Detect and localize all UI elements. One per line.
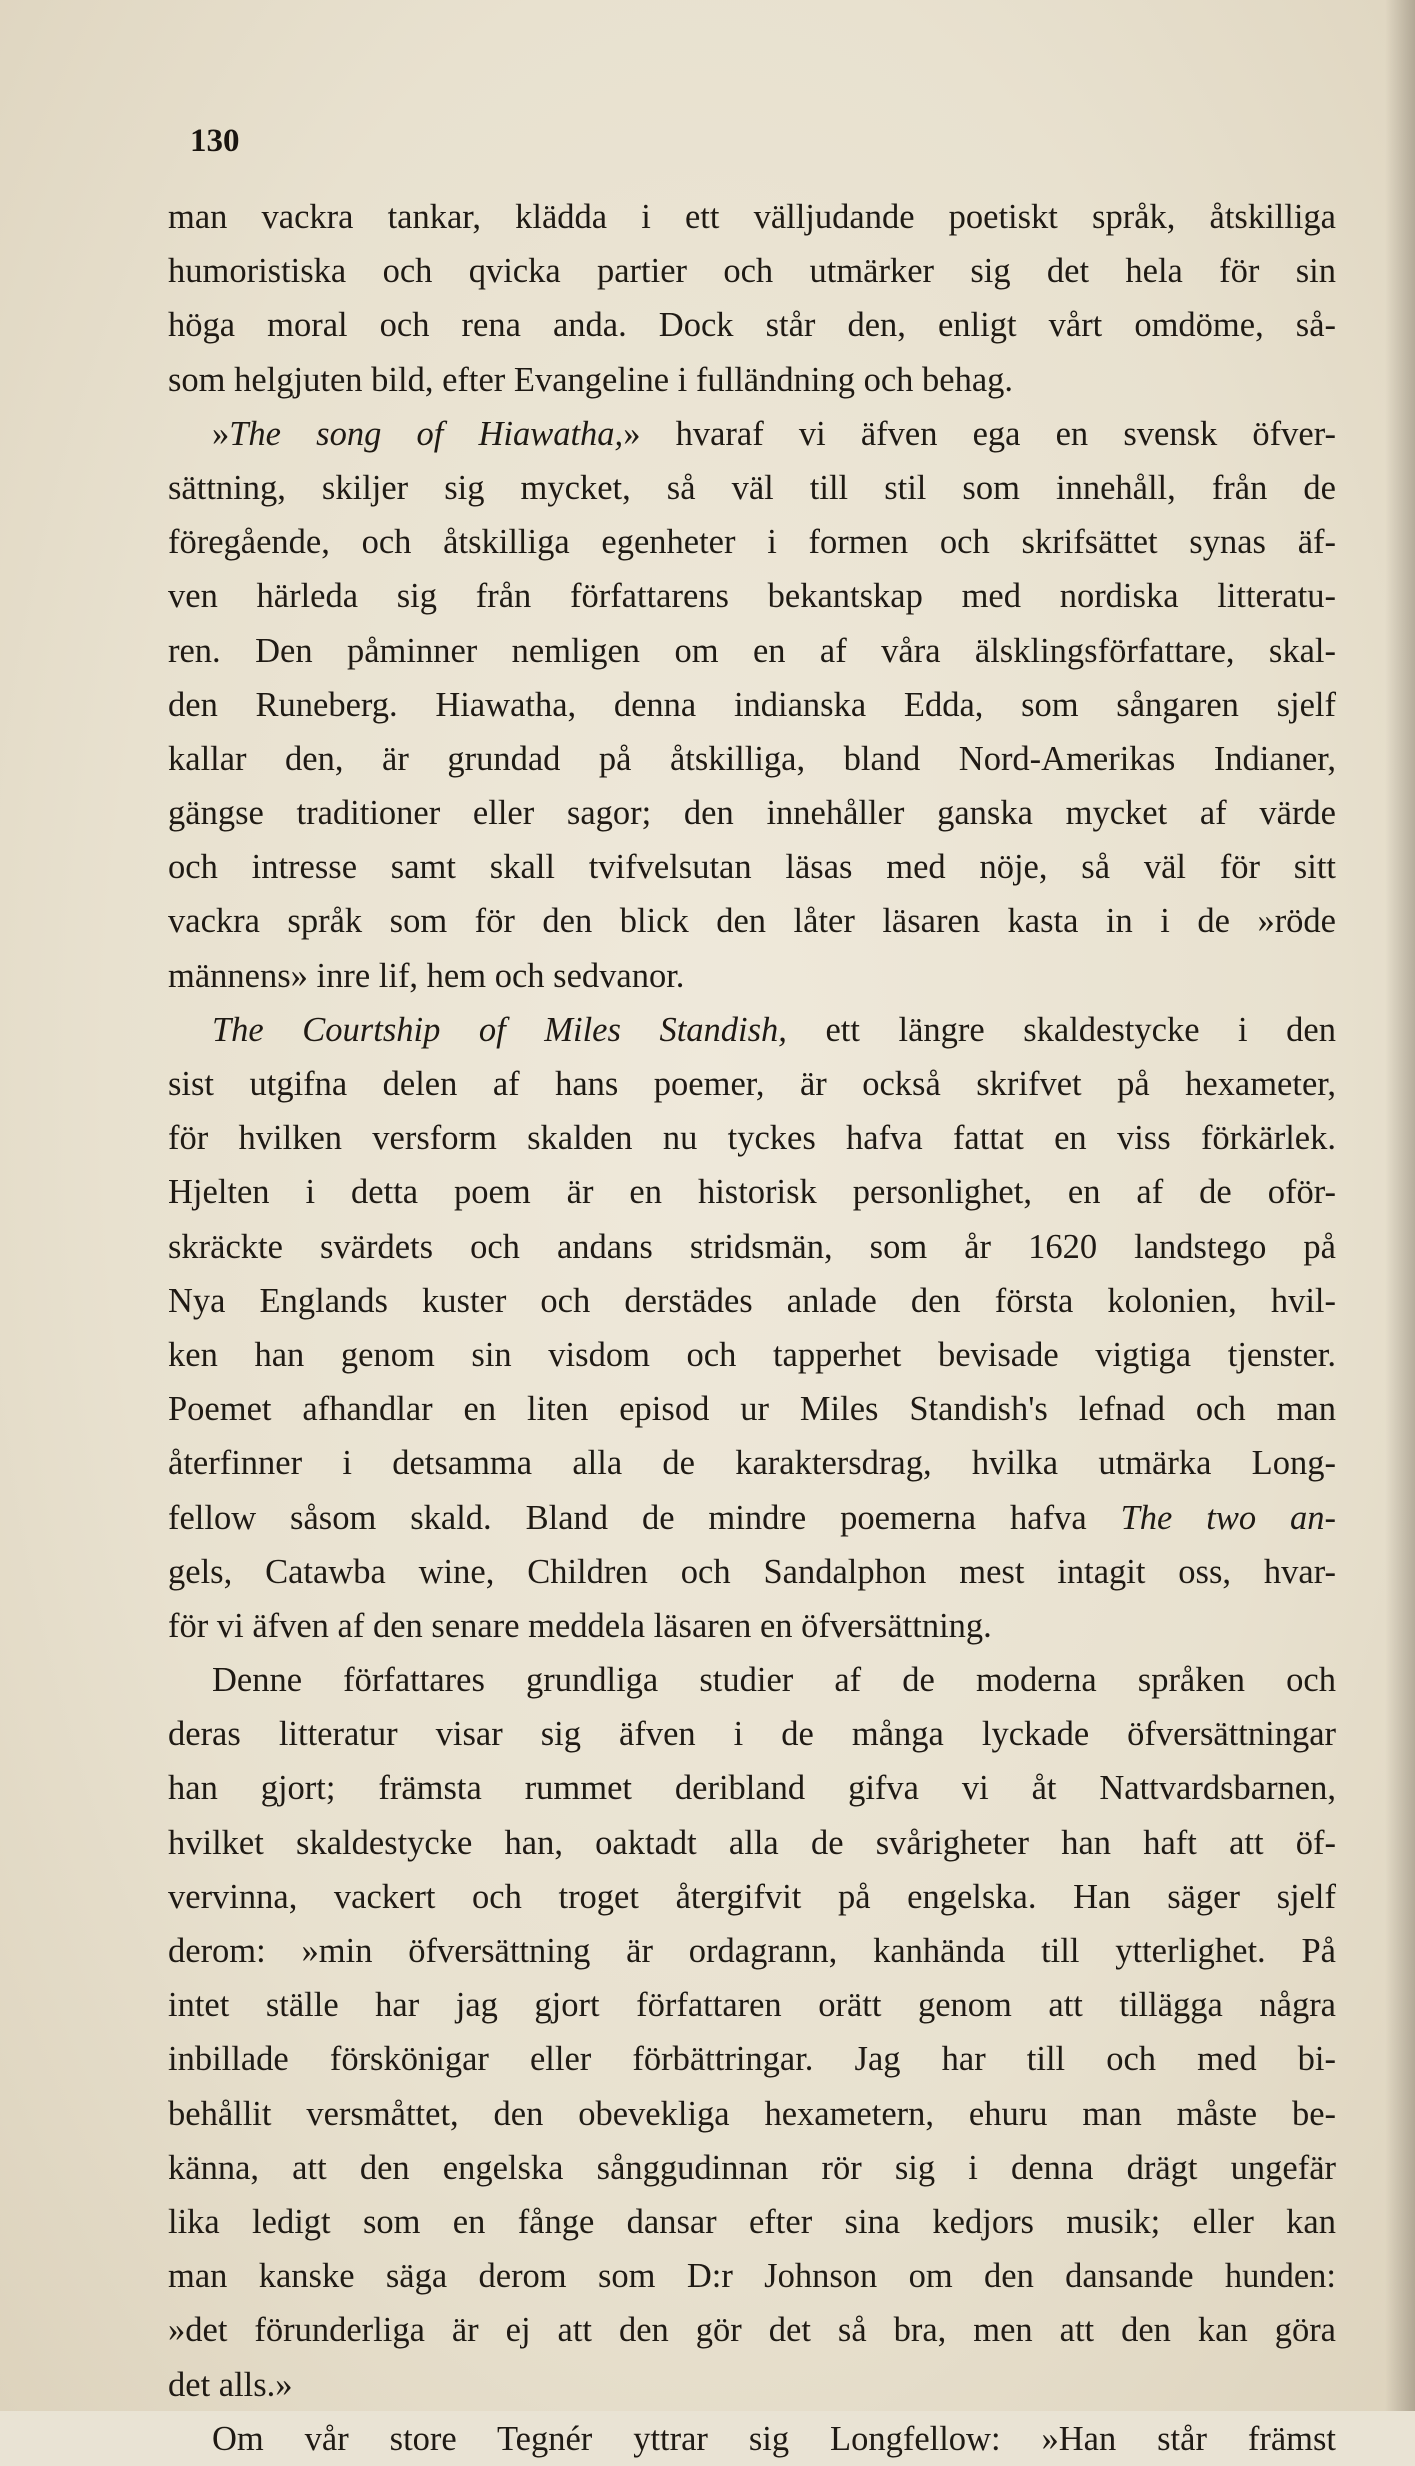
text-line: sättning, skiljer sig mycket, så väl till stil som innehåll, från de	[168, 468, 1336, 507]
text-line: man vackra tankar, klädda i ett välljudande poetiskt språk, åtskilliga	[168, 198, 1336, 236]
text-line: föregående, och åtskilliga egenheter i formen och skrifsättet synas äf-	[168, 523, 1336, 562]
text-line: »The song of Hiawatha,» hvaraf vi äfven ega en svensk öfver-	[212, 414, 1336, 453]
text-line: Om vår store Tegnér yttrar sig Longfellow: »Han står främst	[212, 2419, 1336, 2458]
text-line: derom: »min öfversättning är ordagrann, kanhända till ytterlighet. På	[168, 1932, 1336, 1970]
text-line: vackra språk som för den blick den låter läsaren kasta in i de »röde	[168, 902, 1336, 941]
text-line: deras litteratur visar sig äfven i de många lyckade öfversättningar	[168, 1715, 1336, 1754]
text-line: männens» inre lif, hem och sedvanor.	[168, 956, 685, 995]
text-line: gängse traditioner eller sagor; den innehåller ganska mycket af värde	[168, 794, 1336, 833]
text-line: sist utgifna delen af hans poemer, är också skrifvet på hexameter,	[168, 1065, 1336, 1103]
text-line: »det förunderliga är ej att den gör det så bra, men att den kan göra	[168, 2311, 1336, 2350]
text-line: Nya Englands kuster och derstädes anlade den första kolonien, hvil-	[168, 1281, 1336, 1320]
page-number: 130	[190, 123, 240, 159]
text-line: gels, Catawba wine, Children och Sandalphon mest intagit oss, hvar-	[168, 1552, 1336, 1591]
text-line: The Courtship of Miles Standish, ett längre skaldestycke i den	[212, 1010, 1336, 1049]
text-line: Hjelten i detta poem är en historisk personlighet, en af de oför-	[168, 1173, 1336, 1212]
text-line: för hvilken versform skalden nu tyckes hafva fattat en viss förkärlek.	[168, 1119, 1336, 1158]
text-line: hvilket skaldestycke han, oaktadt alla de svårigheter han haft att öf-	[168, 1823, 1336, 1862]
text-line: han gjort; främsta rummet deribland gifva vi åt Nattvardsbarnen,	[168, 1769, 1336, 1808]
text-line: och intresse samt skall tvifvelsutan läsas med nöje, så väl för sitt	[168, 848, 1336, 887]
text-line: som helgjuten bild, efter Evangeline i fulländning och behag.	[168, 360, 1014, 399]
text-line: inbillade förskönigar eller förbättringar. Jag har till och med bi-	[168, 2040, 1336, 2079]
text-line: för vi äfven af den senare meddela läsaren en öfversättning.	[168, 1606, 992, 1645]
text-line: ven härleda sig från författarens bekantskap med nordiska litteratu-	[168, 577, 1336, 616]
text-line: man kanske säga derom som D:r Johnson om den dansande hunden:	[168, 2257, 1336, 2296]
body-text	[168, 190, 1336, 2466]
text-line: humoristiska och qvicka partier och utmärker sig det hela för sin	[168, 252, 1336, 291]
text-line: känna, att den engelska sånggudinnan rör sig i denna drägt ungefär	[168, 2148, 1336, 2187]
text-line: det alls.»	[168, 2365, 293, 2404]
text-line: höga moral och rena anda. Dock står den, enligt vårt omdöme, så-	[168, 306, 1336, 345]
text-line: återfinner i detsamma alla de karaktersdrag, hvilka utmärka Long-	[168, 1444, 1336, 1483]
page-edge-shadow	[1385, 0, 1415, 2411]
text-line: ren. Den påminner nemligen om en af våra älsklingsförfattare, skal-	[168, 631, 1336, 670]
text-line: Denne författares grundliga studier af de moderna språken och	[212, 1661, 1336, 1700]
text-line: behållit versmåttet, den obevekliga hexametern, ehuru man måste be-	[168, 2094, 1336, 2133]
text-line: skräckte svärdets och andans stridsmän, som år 1620 landstego på	[168, 1227, 1336, 1266]
text-line: kallar den, är grundad på åtskilliga, bland Nord-Amerikas Indianer,	[168, 739, 1336, 778]
text-line: den Runeberg. Hiawatha, denna indianska Edda, som sångaren sjelf	[168, 685, 1336, 724]
text-line: intet ställe har jag gjort författaren orätt genom att tillägga några	[168, 1986, 1336, 2025]
text-line: Poemet afhandlar en liten episod ur Miles Standish's lefnad och man	[168, 1390, 1336, 1429]
text-line: ken han genom sin visdom och tapperhet bevisade vigtiga tjenster.	[168, 1335, 1336, 1374]
text-line: fellow såsom skald. Bland de mindre poemerna hafva The two an-	[168, 1498, 1336, 1537]
text-line: lika ledigt som en fånge dansar efter sina kedjors musik; eller kan	[168, 2202, 1336, 2241]
text-line: vervinna, vackert och troget återgifvit på engelska. Han säger sjelf	[168, 1877, 1336, 1916]
